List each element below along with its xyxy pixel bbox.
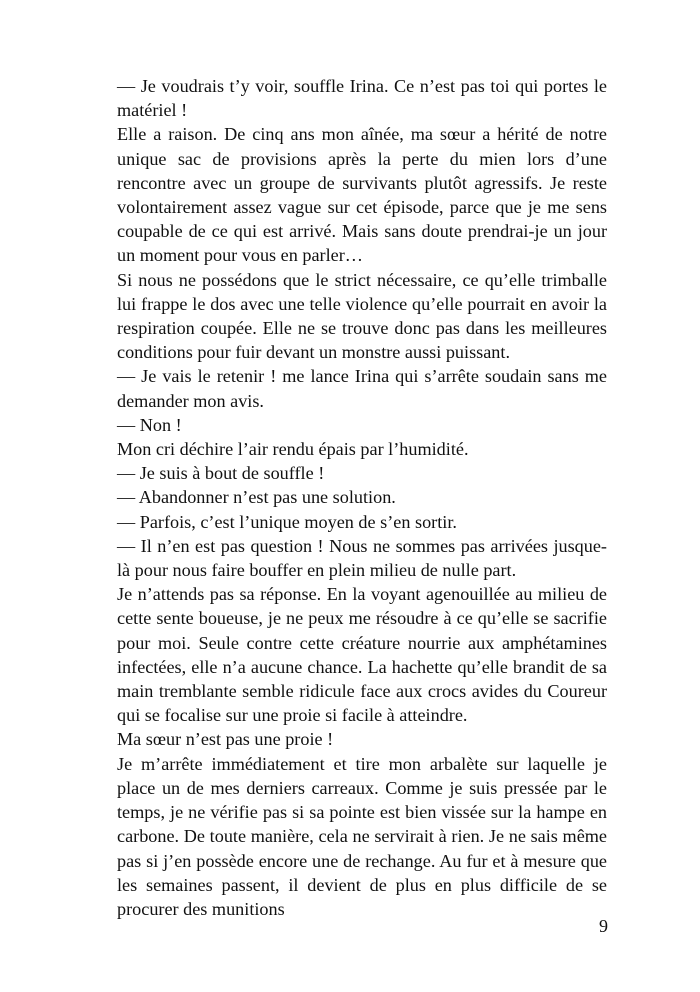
paragraph-1: — Je voudrais t’y voir, souffle Irina. Ce n’est pas toi qui portes le matériel ! [117, 76, 607, 121]
page-number: 9 [599, 916, 608, 936]
paragraph-12: Ma sœur n’est pas une proie ! [117, 729, 334, 750]
paragraph-3: Si nous ne possédons que le strict nécessaire, ce qu’elle trimballe lui frappe le dos avec une telle violence qu’elle pourrait en avoir la respiration coupée. Elle ne se trouve donc pas dans les meilleures conditions pour fuir devant un monstre aussi puissant. [117, 269, 607, 363]
paragraph-11: Je n’attends pas sa réponse. En la voyant agenouillée au milieu de cette sente boueuse, je ne peux me résoudre à ce qu’elle se sacrifie pour moi. Seule contre cette créature nourrie aux amphétamines infectées, elle n’a aucune chance. La hachette qu’elle brandit de sa main tremblante semble ridicule face aux crocs avides du Coureur qui se focalise sur une proie si facile à atteindre. [117, 584, 607, 726]
paragraph-5: — Non ! [117, 414, 182, 435]
paragraph-7: — Je suis à bout de souffle ! [117, 463, 325, 484]
page-body [117, 74, 607, 921]
paragraph-2: Elle a raison. De cinq ans mon aînée, ma sœur a hérité de notre unique sac de provisions après la perte du mien lors d’une rencontre avec un groupe de survivants plutôt agressifs. Je reste volontairement assez vague sur cet épisode, parce que je me sens coupable de ce qui est arrivé. Mais sans doute prendrai-je un jour un moment pour vous en parler… [117, 124, 607, 266]
paragraph-4: — Je vais le retenir ! me lance Irina qui s’arrête soudain sans me demander mon avis. [117, 366, 607, 411]
paragraph-6: Mon cri déchire l’air rendu épais par l’humidité. [117, 439, 469, 460]
paragraph-10: — Il n’en est pas question ! Nous ne sommes pas arrivées jusque-là pour nous faire bouffer en plein milieu de nulle part. [117, 535, 607, 581]
paragraph-9: — Parfois, c’est l’unique moyen de s’en sortir. [117, 511, 457, 532]
paragraph-13: Je m’arrête immédiatement et tire mon arbalète sur laquelle je place un de mes derniers carreaux. Comme je suis pressée par le temps, je ne vérifie pas si sa pointe est bien vissée sur la hampe en carbone. De toute manière, cela ne servirait à rien. Je ne sais même pas si j’en possède encore une de rechange. Au fur et à mesure que les semaines passent, il devient de plus en plus difficile de se procurer des munitions [117, 753, 607, 919]
paragraph-8: — Abandonner n’est pas une solution. [117, 487, 396, 508]
